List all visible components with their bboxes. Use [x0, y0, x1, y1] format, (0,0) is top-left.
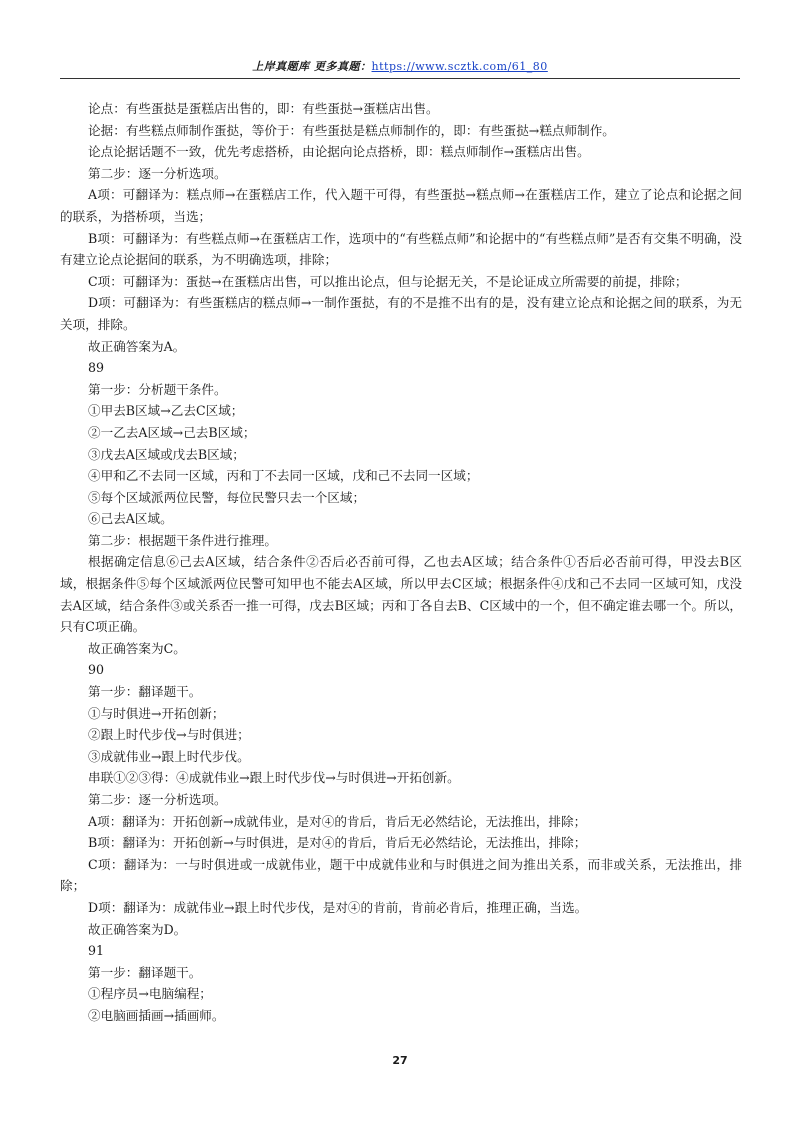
paragraph: B项：翻译为：开拓创新→与时俱进，是对④的肯后，肯后无必然结论，无法推出，排除； — [88, 835, 587, 851]
question-number: 90 — [88, 662, 105, 678]
answer-line: 故正确答案为A。 — [88, 338, 186, 354]
paragraph: ①程序员→电脑编程； — [88, 986, 212, 1002]
answer-line: 故正确答案为C。 — [88, 640, 186, 656]
header-divider — [60, 78, 740, 79]
header-brand: 上岸真题库 — [252, 60, 310, 73]
paragraph: B项：可翻译为：有些糕点师→在蛋糕店工作，选项中的“有些糕点师”和论据中的“有些糕点师”是否有交集不明确，没有建立论点论据间的联系，为不明确选项，排除； — [60, 230, 742, 268]
paragraph: 根据确定信息⑥己去A区域，结合条件②否后必否前可得，乙也去A区域；结合条件①否后必否前可得，甲没去B区域，根据条件⑤每个区域派两位民警可知甲也不能去A区域，所以甲去C区域；根据条件④戊和己不去同一区域可知，戊没去A区域，结合条件③或关系否一推一可得，戊去B区域；丙和丁各自去B、C区域中的一个，但不确定谁去哪一个。所以，只有C项正确。 — [60, 554, 742, 635]
page-number: 27 — [392, 1054, 408, 1067]
paragraph: 论点论据话题不一致，优先考虑搭桥，由论据向论点搭桥，即：糕点师制作→蛋糕店出售。 — [88, 144, 590, 160]
paragraph: 串联①②③得：④成就伟业→跟上时代步伐→与时俱进→开拓创新。 — [88, 770, 460, 786]
paragraph: C项：可翻译为：蛋挞→在蛋糕店出售，可以推出论点，但与论据无关，不是论证成立所需要的前提，排除； — [88, 273, 688, 289]
paragraph: A项：可翻译为：糕点师→在蛋糕店工作，代入题干可得，有些蛋挞→糕点师→在蛋糕店工作，建立了论点和论据之间的联系，为搭桥项，当选； — [60, 187, 742, 224]
question-number: 91 — [88, 943, 105, 959]
paragraph: ③戊去A区域或戊去B区域； — [88, 446, 245, 462]
paragraph: 论据：有些糕点师制作蛋挞，等价于：有些蛋挞是糕点师制作的，即：有些蛋挞→糕点师制作。 — [88, 122, 615, 138]
paragraph: A项：翻译为：开拓创新→成就伟业，是对④的肯后，肯后无必然结论，无法推出，排除； — [88, 813, 587, 829]
paragraph: ③成就伟业→跟上时代步伐。 — [88, 748, 250, 764]
paragraph: ②电脑画插画→插画师。 — [88, 1007, 225, 1023]
paragraph: ④甲和乙不去同一区域，丙和丁不去同一区域，戊和己不去同一区域； — [88, 468, 479, 484]
paragraph: D项：翻译为：成就伟业→跟上时代步伐，是对④的肯前，肯前必肯后，推理正确，当选。 — [88, 899, 588, 915]
paragraph: ⑤每个区域派两位民警，每位民警只去一个区域； — [88, 489, 366, 505]
paragraph: 第二步：逐一分析选项。 — [88, 792, 227, 807]
paragraph: ①与时俱进→开拓创新； — [88, 705, 225, 721]
paragraph: D项：可翻译为：有些蛋糕店的糕点师→一制作蛋挞，有的不是推不出有的是，没有建立论点和论据之间的联系，为无关项，排除。 — [60, 295, 742, 332]
question-number: 89 — [88, 360, 105, 376]
paragraph: ⑥己去A区域。 — [88, 511, 173, 527]
header-url-link[interactable]: https://www.scztk.com/61_80 — [371, 60, 548, 73]
paragraph: 第一步：翻译题干。 — [88, 684, 202, 700]
document-body — [60, 98, 742, 1027]
header-separator: 更多真题： — [309, 60, 372, 73]
paragraph: 第一步：翻译题干。 — [88, 964, 202, 980]
paragraph: 第二步：逐一分析选项。 — [88, 165, 227, 181]
paragraph: ②跟上时代步伐→与时俱进； — [88, 727, 250, 743]
paragraph: 第一步：分析题干条件。 — [88, 381, 227, 397]
paragraph: 第二步：根据题干条件进行推理。 — [88, 532, 277, 548]
paragraph: ②一乙去A区域→己去B区域； — [88, 424, 256, 440]
page-header — [60, 58, 740, 80]
paragraph: C项：翻译为：一与时俱进或一成就伟业，题干中成就伟业和与时俱进之间为推出关系，而非或关系，无法推出，排除； — [60, 856, 742, 894]
paragraph: ①甲去B区域→乙去C区域； — [88, 403, 244, 419]
answer-line: 故正确答案为D。 — [88, 921, 187, 937]
paragraph: 论点：有些蛋挞是蛋糕店出售的，即：有些蛋挞→蛋糕店出售。 — [88, 101, 439, 116]
